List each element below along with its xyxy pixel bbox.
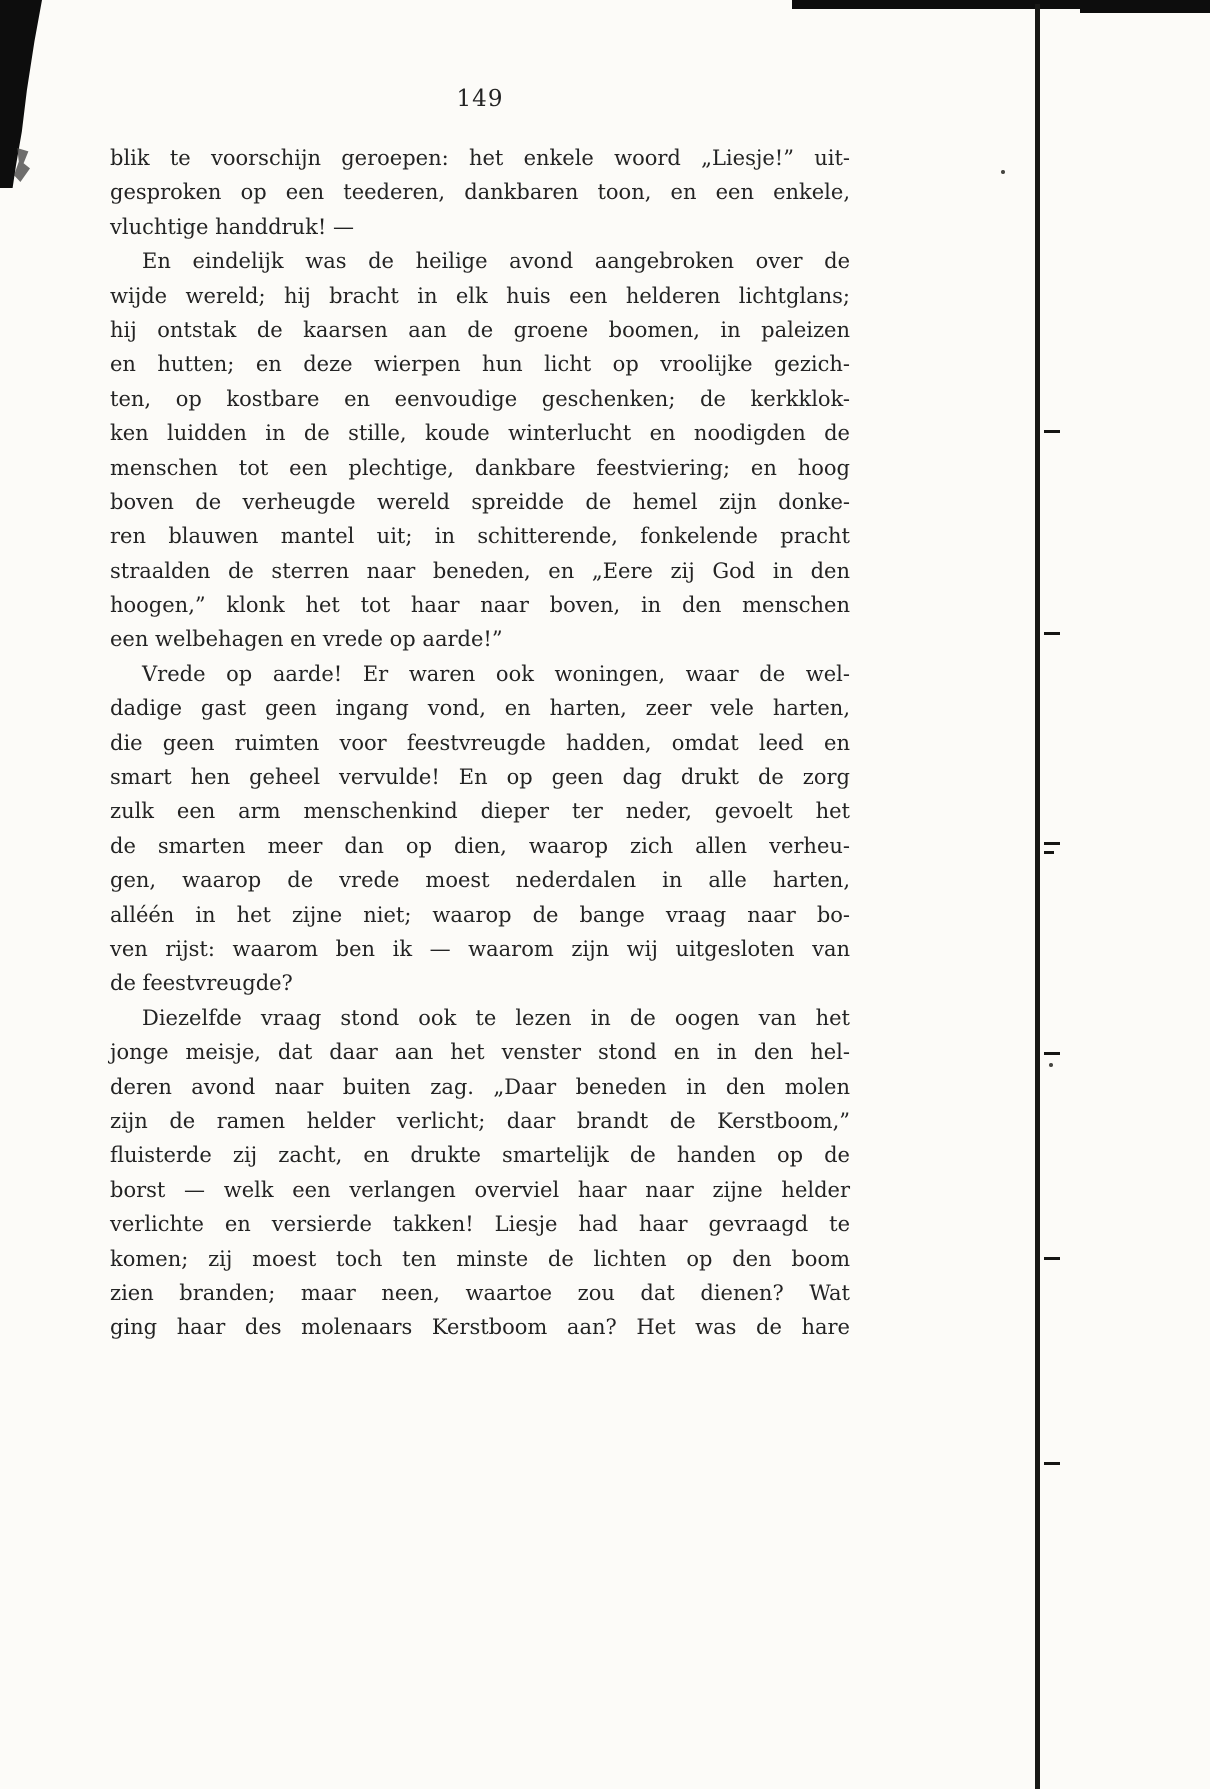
text-line: straalden de sterren naar beneden, en „Eere zij God in den xyxy=(110,558,850,583)
text-line: gen, waarop de vrede moest nederdalen in alle harten, xyxy=(110,868,850,893)
text-line: de feestvreugde? xyxy=(110,971,293,996)
text-line: komen; zij moest toch ten minste de lichten op den boom xyxy=(110,1246,850,1271)
scan-mark xyxy=(1044,851,1054,854)
text-line: hij ontstak de kaarsen aan de groene boomen, in paleizen xyxy=(110,317,850,342)
text-line: deren avond naar buiten zag. „Daar beneden in den molen xyxy=(110,1074,850,1099)
text-line: zulk een arm menschenkind dieper ter neder, gevoelt het xyxy=(110,799,850,824)
page-number: 149 xyxy=(456,86,504,112)
text-line: de smarten meer dan op dien, waarop zich allen verheu- xyxy=(110,833,850,858)
text-line: ren blauwen mantel uit; in schitterende, fonkelende pracht xyxy=(110,524,850,549)
text-line: ging haar des molenaars Kerstboom aan? Het was de hare xyxy=(110,1315,850,1340)
text-line: boven de verheugde wereld spreidde de hemel zijn donke- xyxy=(110,489,850,514)
text-line: menschen tot een plechtige, dankbare feestviering; en hoog xyxy=(110,455,850,480)
text-line: Diezelfde vraag stond ook te lezen in de oogen van het xyxy=(142,1005,850,1030)
text-line: die geen ruimten voor feestvreugde hadden, omdat leed en xyxy=(110,730,850,755)
text-line: Vrede op aarde! Er waren ook woningen, waar de wel- xyxy=(142,661,850,686)
text-line: hoogen,” klonk het tot haar naar boven, in den menschen xyxy=(110,593,850,618)
text-line: jonge meisje, dat daar aan het venster stond en in den hel- xyxy=(110,1040,850,1065)
text-line: gesproken op een teederen, dankbaren toon, en een enkele, xyxy=(110,180,850,205)
text-line: ten, op kostbare en eenvoudige geschenken; de kerkklok- xyxy=(110,386,850,411)
scan-artifact-binding-line xyxy=(1035,4,1040,1789)
page-text xyxy=(110,141,850,1345)
text-line: zien branden; maar neen, waartoe zou dat dienen? Wat xyxy=(110,1280,850,1305)
scan-mark xyxy=(1044,1462,1060,1465)
scan-mark-dot xyxy=(1049,1063,1053,1067)
scan-mark xyxy=(1044,632,1060,635)
text-line: zijn de ramen helder verlicht; daar brandt de Kerstboom,” xyxy=(110,1108,850,1133)
scan-artifact-top-bar-thick xyxy=(1080,0,1210,13)
text-line: borst — welk een verlangen overviel haar naar zijne helder xyxy=(110,1177,850,1202)
text-line: dadige gast geen ingang vond, en harten, zeer vele harten, xyxy=(110,696,850,721)
text-line: en hutten; en deze wierpen hun licht op vroolijke gezich- xyxy=(110,352,850,377)
scan-mark xyxy=(1044,842,1060,845)
text-line: smart hen geheel vervulde! En op geen dag drukt de zorg xyxy=(110,765,850,790)
scan-mark xyxy=(1044,430,1060,433)
text-line: wijde wereld; hij bracht in elk huis een helderen lichtglans; xyxy=(110,283,850,308)
text-line: een welbehagen en vrede op aarde!” xyxy=(110,627,503,652)
text-line: blik te voorschijn geroepen: het enkele woord „Liesje!” uit- xyxy=(110,146,850,170)
scan-mark xyxy=(1044,1052,1060,1055)
text-line: ken luidden in de stille, koude winterlucht en noodigden de xyxy=(110,421,850,446)
text-line: verlichte en versierde takken! Liesje had haar gevraagd te xyxy=(110,1212,850,1237)
text-line: En eindelijk was de heilige avond aangebroken over de xyxy=(142,249,850,274)
scan-mark xyxy=(1044,1257,1060,1260)
scan-mark-dot xyxy=(1001,170,1005,174)
text-line: fluisterde zij zacht, en drukte smartelijk de handen op de xyxy=(110,1143,850,1168)
text-line: vluchtige handdruk! — xyxy=(110,214,354,239)
text-line: alléén in het zijne niet; waarop de bange vraag naar bo- xyxy=(110,902,850,927)
text-line: ven rijst: waarom ben ik — waarom zijn wij uitgesloten van xyxy=(110,936,850,961)
